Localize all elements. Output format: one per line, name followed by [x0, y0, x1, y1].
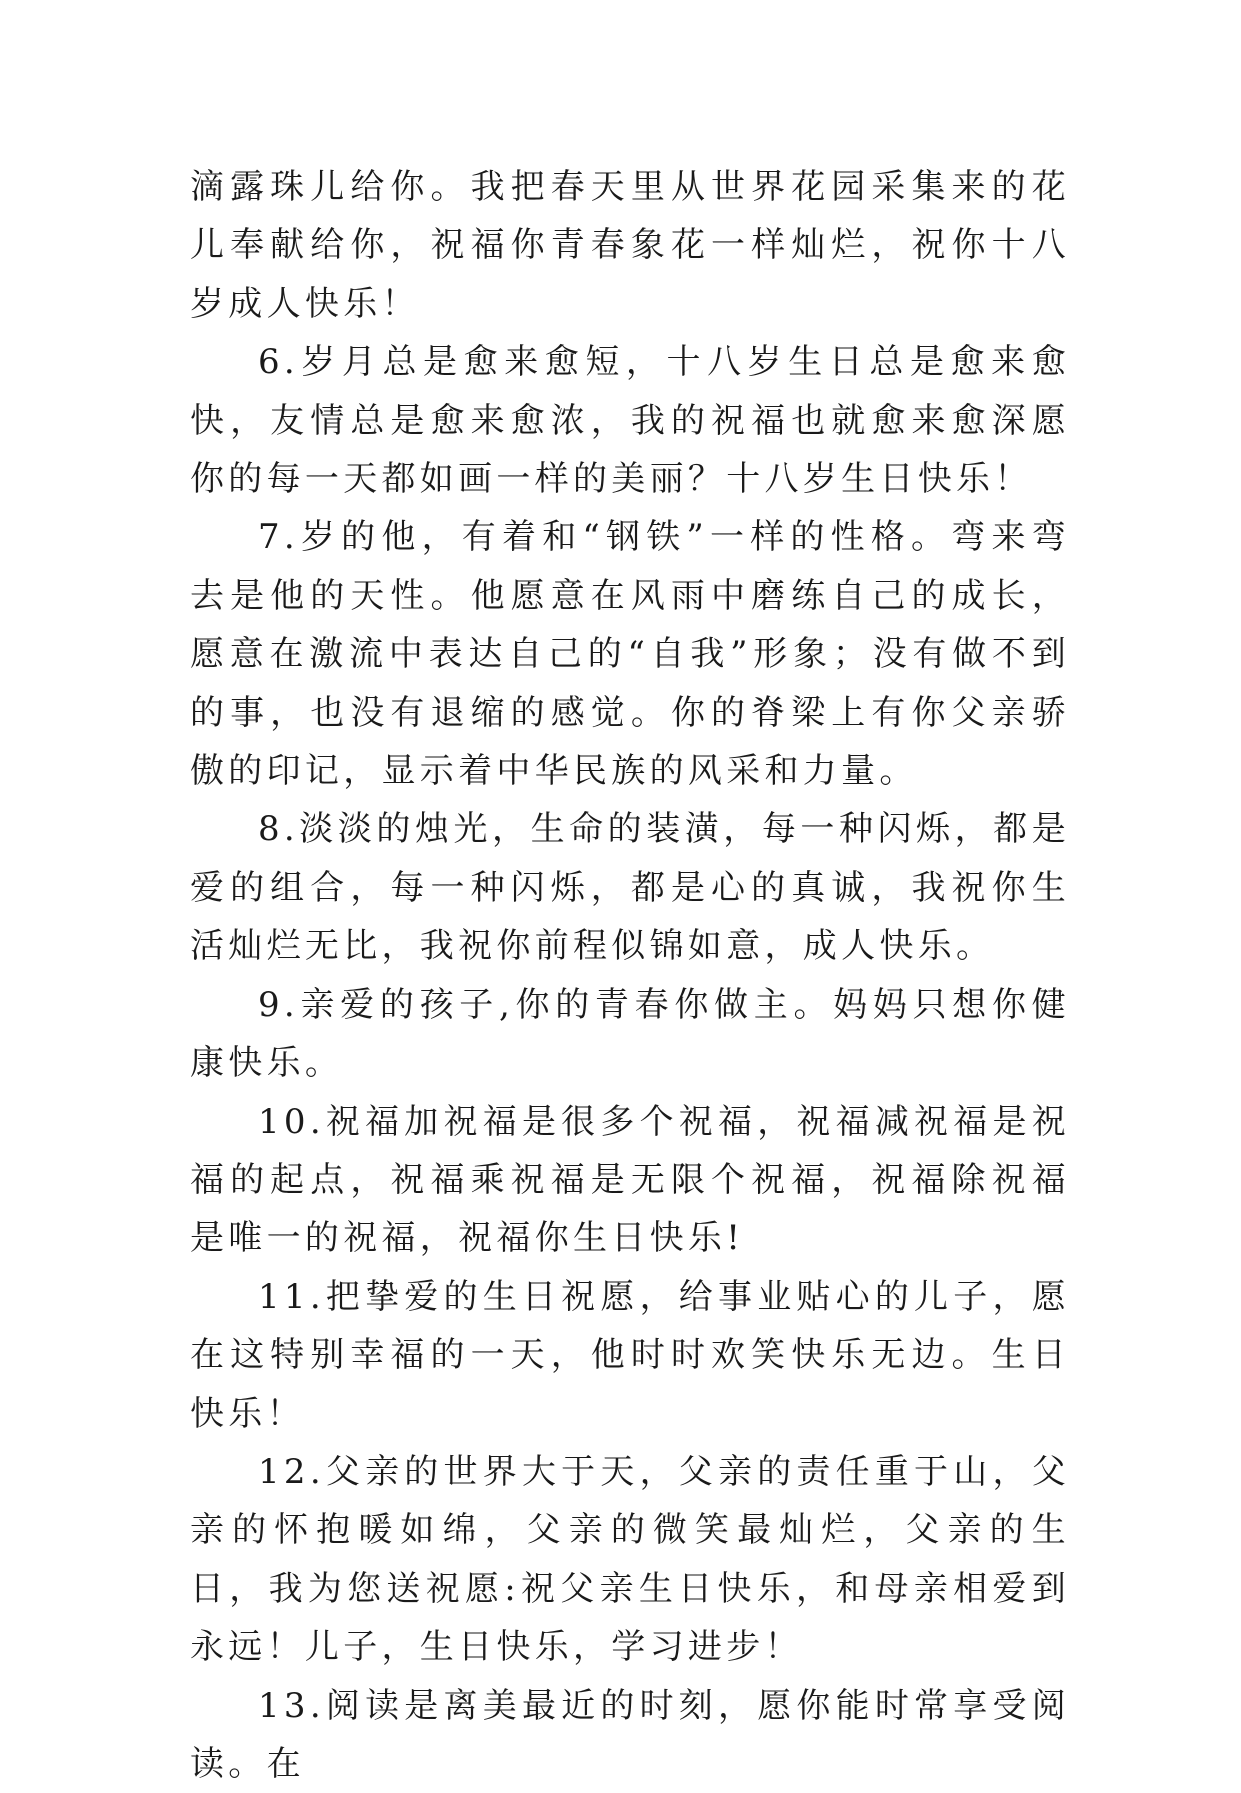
paragraph-item-13: 13.阅读是离美最近的时刻，愿你能时常享受阅读。在 — [190, 1685, 1070, 1784]
paragraph-item-9: 9.亲爱的孩子,你的青春你做主。妈妈只想你健康快乐。 — [190, 984, 1070, 1084]
document-body — [190, 158, 1070, 1793]
paragraph-continuation: 滴露珠儿给你。我把春天里从世界花园采集来的花儿奉献给你，祝福你青春象花一样灿烂，祝你十八岁成人快乐！ — [190, 167, 1070, 324]
paragraph-item-6: 6.岁月总是愈来愈短，十八岁生日总是愈来愈快，友情总是愈来愈浓，我的祝福也就愈来愈深愿你的每一天都如画一样的美丽？十八岁生日快乐！ — [190, 342, 1070, 500]
paragraph-item-12: 12.父亲的世界大于天，父亲的责任重于山，父亲的怀抱暖如绵，父亲的微笑最灿烂，父亲的生日，我为您送祝愿:祝父亲生日快乐，和母亲相爱到永远！儿子，生日快乐，学习进步！ — [190, 1451, 1070, 1668]
paragraph-item-8: 8.淡淡的烛光，生命的装潢，每一种闪烁，都是爱的组合，每一种闪烁，都是心的真诚，我祝你生活灿烂无比，我祝你前程似锦如意，成人快乐。 — [190, 809, 1070, 967]
paragraph-item-11: 11.把挚爱的生日祝愿，给事业贴心的儿子，愿在这特别幸福的一天，他时时欢笑快乐无边。生日快乐！ — [190, 1276, 1070, 1434]
paragraph-item-10: 10.祝福加祝福是很多个祝福，祝福减祝福是祝福的起点，祝福乘祝福是无限个祝福，祝福除祝福是唯一的祝福，祝福你生日快乐! — [190, 1101, 1070, 1259]
paragraph-item-7: 7.岁的他，有着和“钢铁”一样的性格。弯来弯去是他的天性。他愿意在风雨中磨练自己的成长，愿意在激流中表达自己的“自我”形象；没有做不到的事，也没有退缩的感觉。你的脊梁上有你父亲骄傲的印记，显示着中华民族的风采和力量。 — [190, 517, 1070, 792]
